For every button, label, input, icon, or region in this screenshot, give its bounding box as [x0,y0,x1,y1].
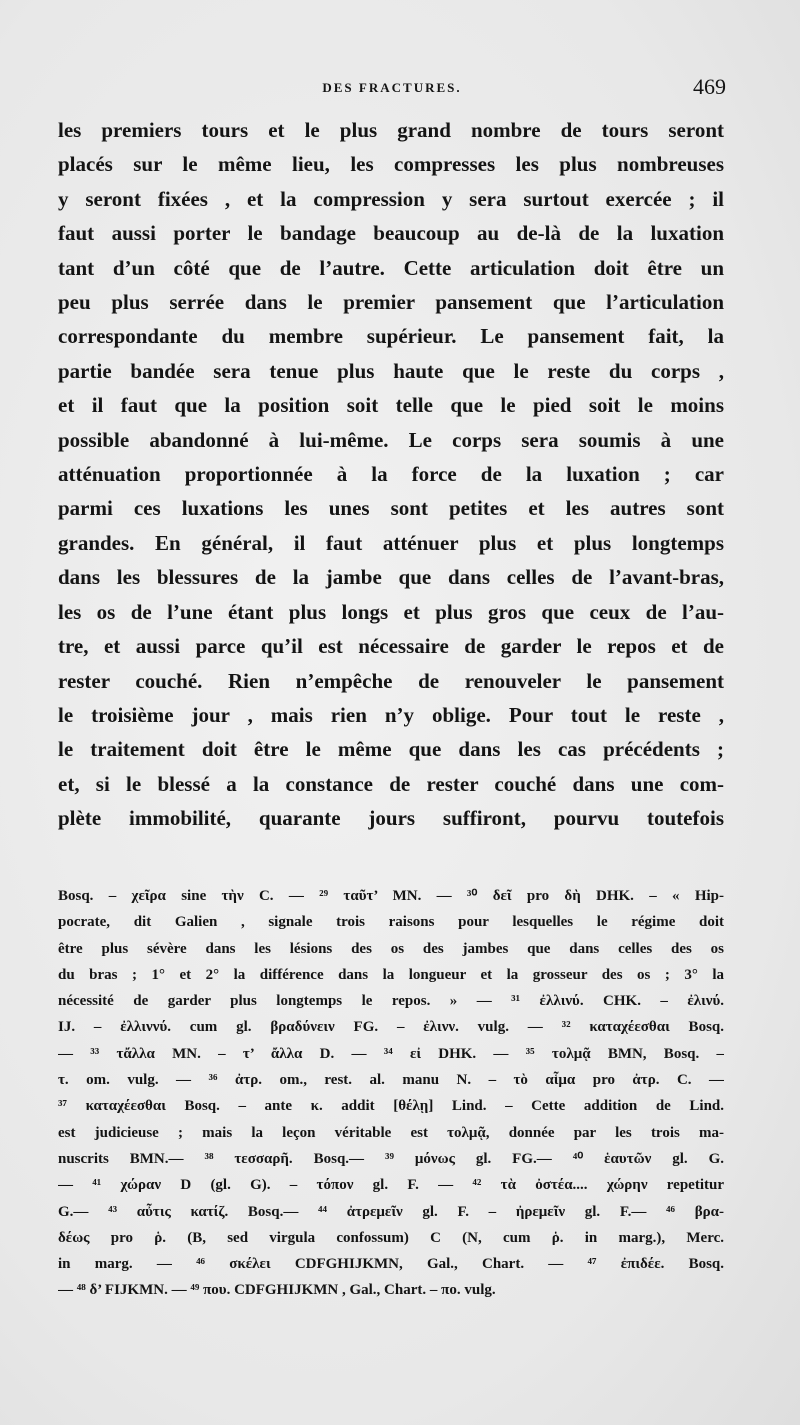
page-header [58,74,726,104]
footnote-line: IJ. – ἐλλιννύ. cum gl. βραδύνειν FG. – ἐλινν. vulg. — ³² καταχέεσθαι Bosq. [58,1019,724,1036]
text-line: y seront fixées , et la compression y sera surtout exercée ; il [58,186,724,211]
footnote-line: — ⁴⁸ δ’ FIJKMN. — ⁴⁹ που. CDFGHIJKMN , Gal., Chart. – πο. vulg. [58,1282,496,1299]
text-line: peu plus serrée dans le premier pansement que l’articulation [58,290,724,315]
footnote-line: nécessité de garder plus longtemps le repos. » — ³¹ ἐλλινύ. CHK. – ἐλινύ. [58,993,724,1010]
text-line: et, si le blessé a la constance de rester couché dans une com- [58,771,724,796]
text-line: placés sur le même lieu, les compresses les plus nombreuses [58,152,724,177]
text-line: plète immobilité, quarante jours suffiront, pourvu toutefois [58,806,724,831]
footnote-line: — ⁴¹ χώραν D (gl. G). – τόπον gl. F. — ⁴² τὰ ὀστέα.... χώρην repetitur [58,1177,724,1194]
footnote-line: pocrate, dit Galien , signale trois raisons pour lesquelles le régime doit [58,914,724,931]
text-line: dans les blessures de la jambe que dans celles de l’avant-bras, [58,565,724,590]
text-line: tant d’un côté que de l’autre. Cette articulation doit être un [58,255,724,280]
footnotes [58,883,724,1304]
page-number: 469 [693,74,726,99]
text-line: grandes. En général, il faut atténuer plus et plus longtemps [58,530,724,555]
text-line: le troisième jour , mais rien n’y oblige. Pour tout le reste , [58,702,724,727]
footnote-line: ³⁷ καταχέεσθαι Bosq. – ante κ. addit [θέλῃ] Lind. – Cette addition de Lind. [58,1098,724,1115]
text-line: et il faut que la position soit telle que le pied soit le moins [58,393,724,418]
text-line: tre, et aussi parce qu’il est nécessaire de garder le repos et de [58,634,724,659]
text-line: rester couché. Rien n’empêche de renouveler le pansement [58,668,724,693]
text-line: partie bandée sera tenue plus haute que le reste du corps , [58,358,724,383]
footnote-line: — ³³ τἄλλα MN. – τ’ ἄλλα D. — ³⁴ εἰ DHK. — ³⁵ τολμᾷ BMN, Bosq. – [58,1045,724,1062]
footnote-line: est judicieuse ; mais la leçon véritable est τολμᾷ, donnée par les trois ma- [58,1124,724,1141]
text-line: possible abandonné à lui-même. Le corps sera soumis à une [58,427,724,452]
footnote-line: Bosq. – χεῖρα sine τὴν C. — ²⁹ ταῦτ’ MN. — ³⁰ δεῖ pro δὴ DHK. – « Hip- [58,888,724,904]
main-text [58,113,724,836]
footnote-line: être plus sévère dans les lésions des os des jambes que dans celles des os [58,940,724,957]
text-line: atténuation proportionnée à la force de la luxation ; car [58,462,724,487]
text-line: faut aussi porter le bandage beaucoup au de-là de la luxation [58,221,724,246]
footnote-line: G.— ⁴³ αὖτις κατίζ. Bosq.— ⁴⁴ ἀτρεμεῖν gl. F. – ἠρεμεῖν gl. F.— ⁴⁶ βρα- [58,1203,724,1220]
footnote-line: du bras ; 1° et 2° la différence dans la longueur et la grosseur des os ; 3° la [58,966,724,983]
text-line: les premiers tours et le plus grand nombre de tours seront [58,118,724,142]
text-line: le traitement doit être le même que dans les cas précédents ; [58,737,724,762]
footnote-line: nuscrits BMN.— ³⁸ τεσσαρῆ. Bosq.— ³⁹ μόνως gl. FG.— ⁴⁰ ἑαυτῶν gl. G. [58,1150,724,1167]
footnote-line: δέως pro ῥ. (B, sed virgula confossum) C (N, cum ῥ. in marg.), Merc. [58,1229,724,1246]
text-line: correspondante du membre supérieur. Le pansement fait, la [58,324,724,349]
footnote-line: τ. om. vulg. — ³⁶ ἀτρ. om., rest. al. manu N. – τὸ αἷμα pro ἀτρ. C. — [58,1072,724,1089]
text-line: les os de l’une étant plus longs et plus gros que ceux de l’au- [58,599,724,624]
footnote-line: in marg. — ⁴⁶ σκέλει CDFGHIJKMN, Gal., Chart. — ⁴⁷ ἐπιδέε. Bosq. [58,1256,724,1273]
running-head: DES FRACTURES. [322,80,462,95]
text-line: parmi ces luxations les unes sont petites et les autres sont [58,496,724,521]
